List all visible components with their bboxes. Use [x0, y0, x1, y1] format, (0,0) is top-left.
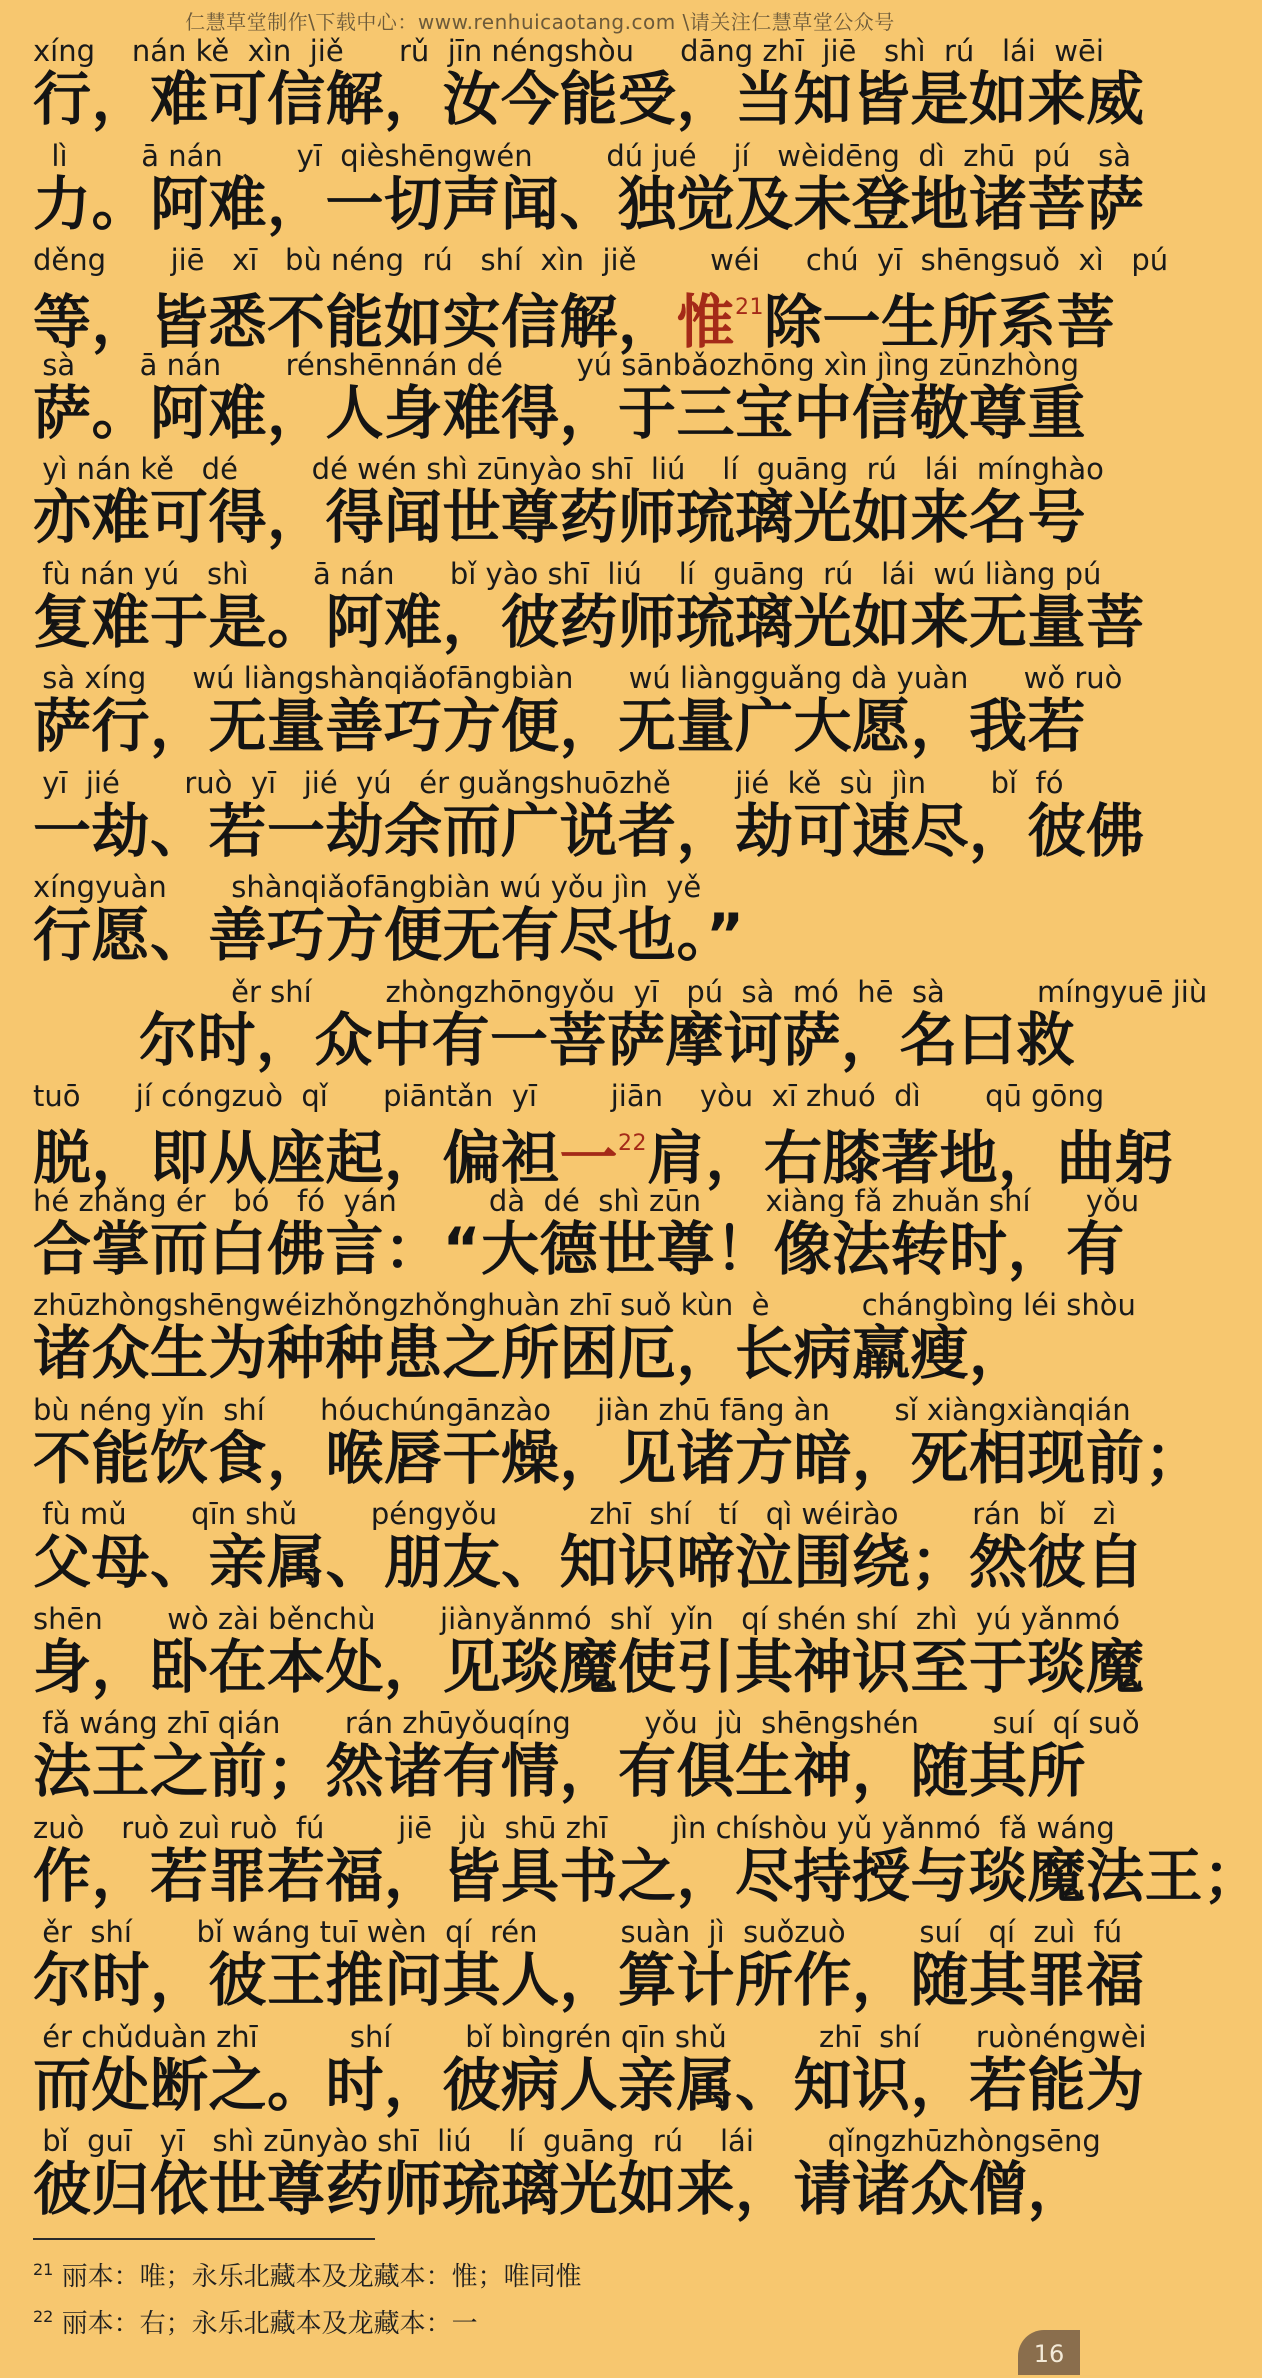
pinyin-line: bù néng yǐn shí hóuchúngānzào jiàn zhū fāng àn sǐ xiàngxiànqián	[33, 1392, 1131, 1427]
pinyin-line: hé zhǎng ér bó fó yán dà dé shì zūn xiàng fǎ zhuǎn shí yǒu	[33, 1183, 1140, 1218]
hanzi-line: 合掌而白佛言：“大德世尊！像法转时，有	[33, 1214, 1125, 1283]
pinyin-line: xíng nán kě xìn jiě rǔ jīn néngshòu dāng zhī jiē shì rú lái wēi	[33, 34, 1104, 68]
pinyin-line: tuō jí cóngzuò qǐ piāntǎn yī jiān yòu xī zhuó dì qū gōng	[33, 1079, 1105, 1113]
pinyin-line: yī jié ruò yī jié yú ér guǎngshuōzhě jié kě sù jìn bǐ fó	[33, 765, 1064, 800]
text-line	[33, 870, 1048, 975]
pinyin-line: xíngyuàn shànqiǎofāngbiàn wú yǒu jìn yě	[33, 870, 702, 904]
variant-character: 惟	[676, 288, 736, 356]
text-line	[33, 1601, 1145, 1707]
text-line	[33, 1497, 1145, 1602]
pinyin-line: yì nán kě dé dé wén shì zūnyào shī liú lí guāng rú lái mínghào	[33, 452, 1104, 486]
footnote-marker[interactable]: 22	[618, 1131, 648, 1156]
pinyin-line: sà ā nán rénshēnnán dé yú sānbǎozhōng xìn jìng zūnzhòng	[33, 347, 1079, 382]
text-line	[33, 1288, 1136, 1393]
text-line	[33, 138, 1145, 244]
hanzi-line: 不能饮食，喉唇干燥，见诸方暗，死相现前；	[33, 1423, 1204, 1492]
text-line	[33, 2019, 1147, 2125]
page-header: 仁慧草堂制作\下载中心：www.renhuicaotang.com \请关注仁慧草堂公众号	[185, 10, 895, 34]
text-line	[33, 1706, 1140, 1811]
sutra-text	[33, 34, 1262, 2229]
hanzi-line: 身，卧在本处，见琰魔使引其神识至于琰魔	[33, 1632, 1145, 1701]
hanzi-line: 力。阿难，一切声闻、独觉及未登地诸菩萨	[33, 169, 1145, 238]
pinyin-line: shēn wò zài běnchù jiànyǎnmó shǐ yǐn qí shén shí zhì yú yǎnmó	[33, 1601, 1121, 1636]
pinyin-line: sà xíng wú liàngshànqiǎofāngbiàn wú liàngguǎng dà yuàn wǒ ruò	[33, 661, 1123, 695]
page-number: 16	[1018, 2330, 1080, 2375]
text-line	[33, 452, 1104, 557]
text-line	[33, 974, 1208, 1080]
hanzi-line: 法王之前；然诸有情，有俱生神，随其所	[33, 1737, 1087, 1805]
pinyin-line: bǐ guī yī shì zūnyào shī liú lí guāng rú lái qǐngzhūzhòngsēng	[33, 2124, 1101, 2158]
hanzi-line: 复难于是。阿难，彼药师琉璃光如来无量菩	[33, 587, 1145, 656]
hanzi-line: 行，难可信解，汝今能受，当知皆是如来威	[33, 65, 1145, 133]
text-line	[33, 1183, 1140, 1289]
hanzi-line: 一劫、若一劫余而广说者，劫可速尽，彼佛	[33, 796, 1145, 865]
pinyin-line: zuò ruò zuì ruò fú jiē jù shū zhī jìn chíshòu yǔ yǎnmó fǎ wáng	[33, 1810, 1115, 1845]
hanzi-line: 行愿、善巧方便无有尽也。”	[33, 901, 745, 969]
text-line	[33, 347, 1087, 453]
footnote-21: $^{21}$ 丽本：唯；永乐北藏本及龙藏本：惟；唯同惟	[33, 2260, 582, 2292]
hanzi-line: 萨行，无量善巧方便，无量广大愿，我若	[33, 692, 1087, 760]
footnotes	[33, 2238, 1048, 2344]
hanzi-line: 尔时，众中有一菩萨摩诃萨，名曰救	[139, 1005, 1076, 1074]
text-line	[33, 1810, 1262, 1916]
hanzi-segment: 除一生所系菩	[764, 288, 1116, 356]
variant-character: 一	[559, 1124, 619, 1192]
pinyin-line: lì ā nán yī qièshēngwén dú jué jí wèidēng dì zhū pú sà	[33, 138, 1131, 173]
hanzi-line	[33, 1111, 1174, 1192]
pinyin-line: zhūzhòngshēngwéizhǒngzhǒnghuàn zhī suǒ kùn è chángbìng léi shòu	[33, 1288, 1136, 1322]
footnote-marker[interactable]: 21	[735, 295, 765, 320]
hanzi-segment: 脱，即从座起，偏袒	[33, 1124, 560, 1192]
pinyin-line: děng jiē xī bù néng rú shí xìn jiě wéi chú yī shēngsuǒ xì pú	[33, 243, 1169, 277]
pinyin-line: ér chǔduàn zhī shí bǐ bìngrén qīn shǔ zhī shí ruònéngwèi	[33, 2019, 1147, 2054]
hanzi-line: 诸众生为种种患之所困厄，长病羸瘦，	[33, 1319, 1028, 1387]
footnote-divider	[33, 2238, 375, 2240]
text-line	[33, 243, 1169, 356]
text-line	[33, 1392, 1204, 1498]
hanzi-line: 彼归依世尊药师琉璃光如来，请诸众僧，	[33, 2155, 1087, 2223]
hanzi-line: 而处断之。时，彼病人亲属、知识，若能为	[33, 2050, 1145, 2119]
text-line	[33, 1915, 1145, 2020]
pinyin-line: fù mǔ qīn shǔ péngyǒu zhī shí tí qì wéirào rán bǐ zì	[33, 1497, 1117, 1531]
text-line	[33, 1079, 1174, 1192]
hanzi-line	[33, 275, 1116, 356]
pinyin-line: fǎ wáng zhī qián rán zhūyǒuqíng yǒu jù shēngshén suí qí suǒ	[33, 1706, 1140, 1740]
hanzi-line: 尔时，彼王推问其人，算计所作，随其罪福	[33, 1946, 1145, 2014]
hanzi-line: 父母、亲属、朋友、知识啼泣围绕；然彼自	[33, 1528, 1145, 1596]
text-line	[33, 34, 1145, 139]
text-line	[33, 556, 1145, 662]
hanzi-line: 萨。阿难，人身难得，于三宝中信敬尊重	[33, 378, 1087, 447]
hanzi-segment: 肩，右膝著地，曲躬	[647, 1124, 1174, 1192]
footnote-22: $^{22}$ 丽本：右；永乐北藏本及龙藏本：一	[33, 2307, 478, 2339]
hanzi-line: 作，若罪若福，皆具书之，尽持授与琰魔法王；	[33, 1841, 1262, 1910]
pinyin-line: fù nán yú shì ā nán bǐ yào shī liú lí guāng rú lái wú liàng pú	[33, 556, 1102, 591]
pinyin-line: ěr shí zhòngzhōngyǒu yī pú sà mó hē sà míngyuē jiù	[139, 974, 1208, 1009]
text-line	[33, 2124, 1101, 2229]
pinyin-line: ěr shí bǐ wáng tuī wèn qí rén suàn jì suǒzuò suí qí zuì fú	[33, 1915, 1123, 1949]
text-line	[33, 661, 1123, 766]
hanzi-segment: 等，皆悉不能如实信解，	[33, 288, 677, 356]
hanzi-line: 亦难可得，得闻世尊药师琉璃光如来名号	[33, 483, 1087, 551]
text-line	[33, 765, 1145, 871]
